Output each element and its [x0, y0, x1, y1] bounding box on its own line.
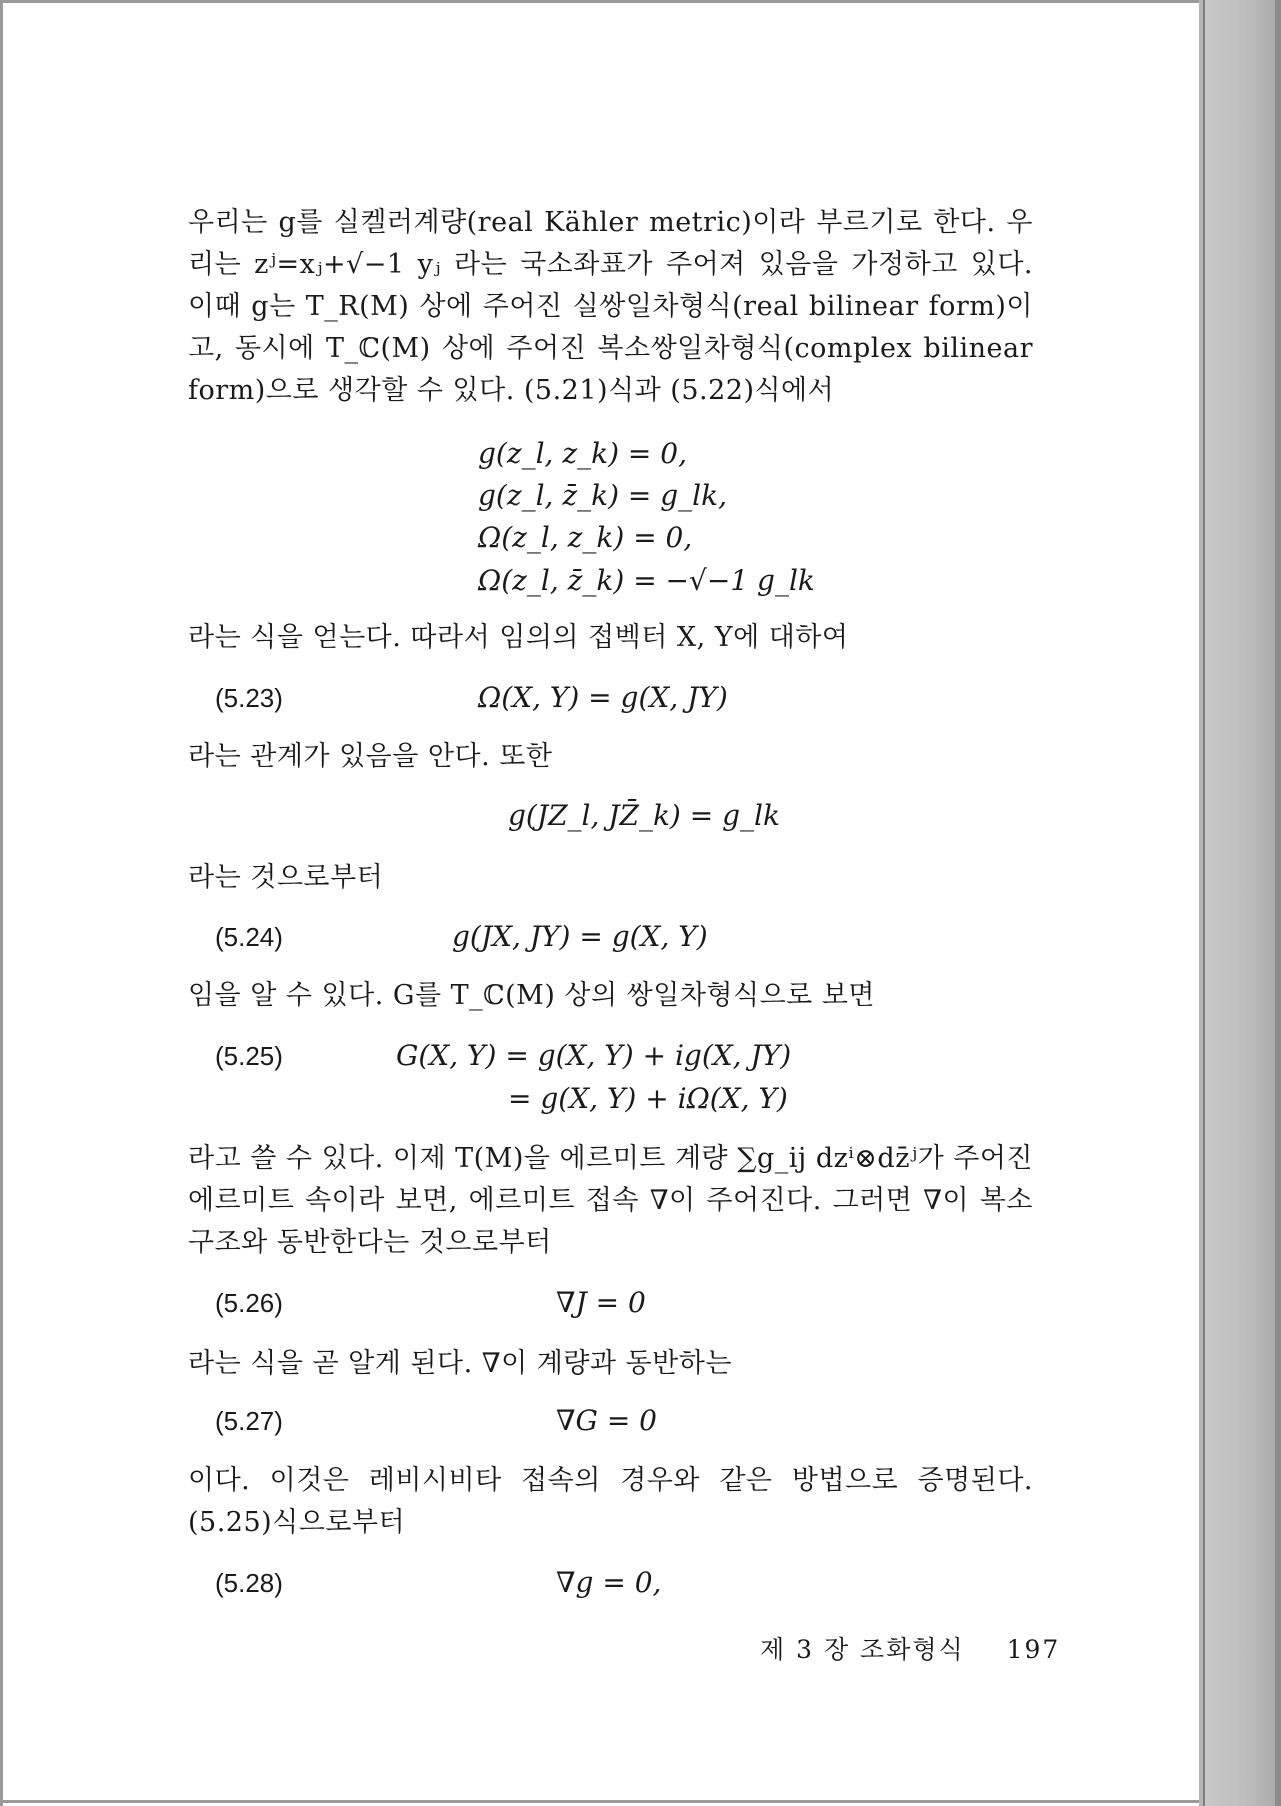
paragraph-relation: 라는 관계가 있음을 안다. 또한	[188, 741, 553, 772]
paragraph-intro: 우리는 g를 실켈러계량(real Kähler metric)이라 부르기로 한다. 우리는 zʲ=xⱼ+√−1 yⱼ 라는 국소좌표가 주어져 있음을 가정하고 있다. 이때 g는 T_R(M) 상에 주어진 실쌍일차형식(real bilinear form)이고, 동시에 T_ℂ(M) 상에 주어진 복소쌍일차형식(complex bilinear form)으로 생각할 수 있다. (5.21)식과 (5.22)식에서	[188, 207, 1033, 406]
equation-number-5-26: (5.26)	[215, 1288, 283, 1318]
equation-5-28: ∇g = 0,	[556, 1566, 662, 1599]
equation-5-24: g(JX, JY) = g(X, Y)	[452, 920, 708, 953]
equation-5-23: Ω(X, Y) = g(X, JY)	[478, 681, 728, 714]
spine-outer-edge	[1275, 0, 1281, 1806]
equation-5-26: ∇J = 0	[556, 1286, 646, 1319]
equation-number-5-25: (5.25)	[215, 1041, 283, 1071]
paragraph-from-this: 라는 것으로부터	[188, 862, 384, 893]
paragraph-tangent-vectors: 라는 식을 얻는다. 따라서 임의의 접벡터 X, Y에 대하여	[188, 622, 849, 653]
paragraph-proof: 이다. 이것은 레비시비타 접속의 경우와 같은 방법으로 증명된다. (5.25)식으로부터	[188, 1465, 1033, 1538]
equation-g-zzbar: g(z_l, z̄_k) = g_lk,	[478, 479, 728, 512]
equation-number-5-28: (5.28)	[215, 1568, 283, 1598]
equation-omega-zzbar: Ω(z_l, z̄_k) = −√−1 g_lk	[478, 564, 815, 597]
chapter-title: 제 3 장 조화형식	[760, 1635, 965, 1664]
page-footer	[760, 1632, 1060, 1668]
paragraph-metric-compatible: 라는 식을 곧 알게 된다. ∇이 계량과 동반하는	[188, 1348, 732, 1379]
equation-number-5-27: (5.27)	[215, 1406, 283, 1436]
page-number: 197	[1006, 1635, 1061, 1664]
equation-5-25-line2: = g(X, Y) + iΩ(X, Y)	[508, 1082, 788, 1115]
paragraph-bilinear-form: 임을 알 수 있다. G를 T_ℂ(M) 상의 쌍일차형식으로 보면	[188, 980, 875, 1011]
equation-5-27: ∇G = 0	[556, 1404, 657, 1437]
equation-g-zz: g(z_l, z_k) = 0,	[478, 437, 687, 470]
equation-g-jz: g(JZ_l, JZ̄_k) = g_lk	[508, 799, 780, 832]
equation-5-25-line1: G(X, Y) = g(X, Y) + ig(X, JY)	[396, 1039, 792, 1072]
paragraph-hermitian: 라고 쓸 수 있다. 이제 T(M)을 에르미트 계량 ∑g_ij dzⁱ⊗dz̄ʲ가 주어진 에르미트 속이라 보면, 에르미트 접속 ∇이 주어진다. 그러면 ∇이 복소구조와 동반한다는 것으로부터	[188, 1143, 1033, 1258]
equation-omega-zz: Ω(z_l, z_k) = 0,	[478, 521, 693, 554]
spine-edge-line	[1203, 0, 1205, 1806]
book-spine	[1203, 0, 1281, 1806]
equation-number-5-23: (5.23)	[215, 683, 283, 713]
equation-number-5-24: (5.24)	[215, 922, 283, 952]
